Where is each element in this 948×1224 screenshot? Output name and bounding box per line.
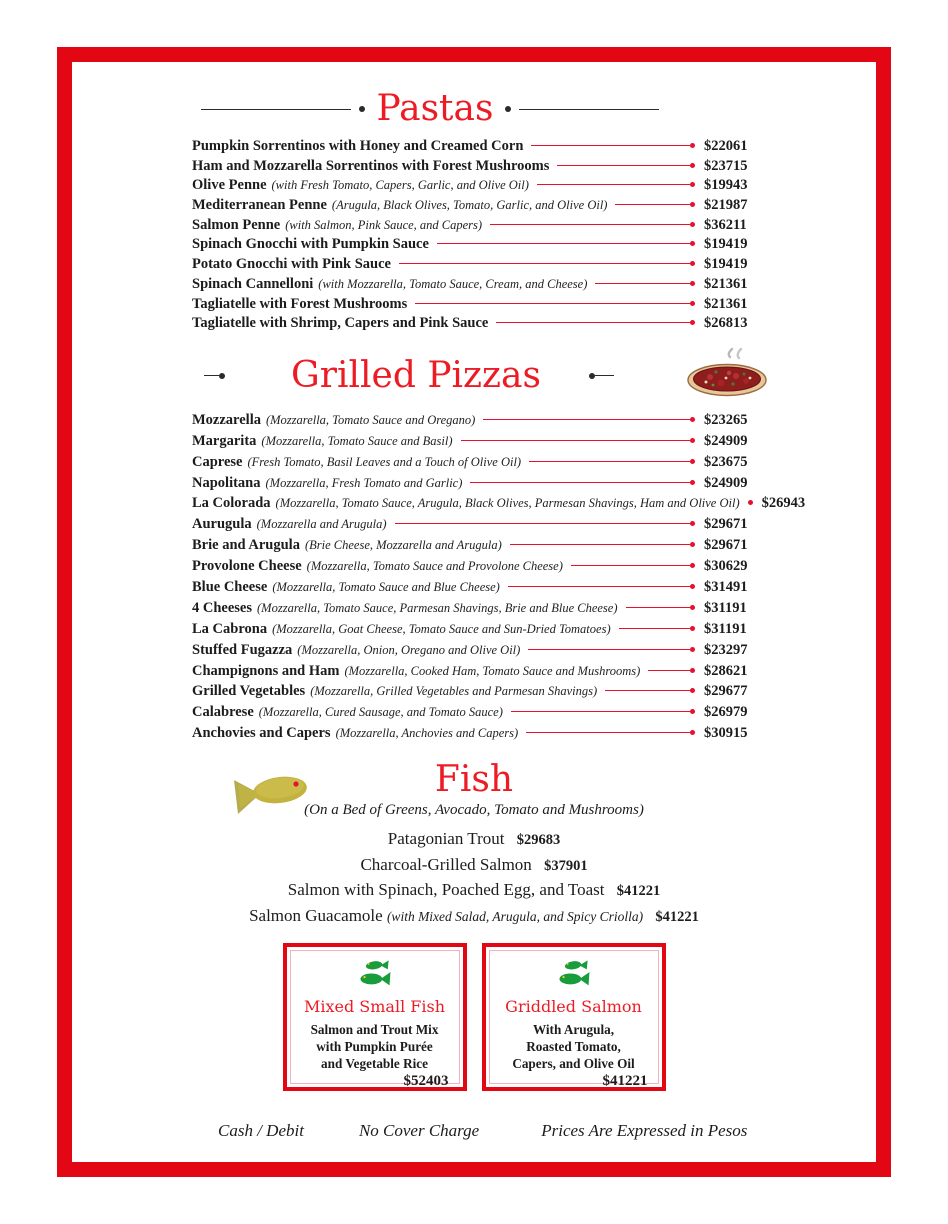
leader-line <box>557 163 695 168</box>
item-name: Tagliatelle with Forest Mushrooms <box>192 295 408 312</box>
item-price: $19943 <box>704 177 748 194</box>
leader-line <box>437 241 695 246</box>
menu-item-row <box>192 495 806 516</box>
box-line: and Vegetable Rice <box>321 1056 428 1072</box>
item-price: $24909 <box>704 474 748 491</box>
box-price: $52403 <box>403 1072 449 1089</box>
item-name: La Cabrona <box>192 620 268 637</box>
item-price: $31191 <box>704 599 747 616</box>
item-description: (Mozzarella, Cooked Ham, Tomato Sauce and Mushrooms) <box>344 663 641 678</box>
box-title: Griddled Salmon <box>505 997 642 1017</box>
special-boxes <box>192 943 756 1091</box>
section-fish <box>192 759 756 929</box>
item-description: (Mozzarella, Anchovies and Capers) <box>335 726 519 741</box>
item-price: $23265 <box>704 411 748 428</box>
item-price: $31491 <box>704 579 748 595</box>
menu-item-row <box>192 663 756 684</box>
fish-subtitle: (On a Bed of Greens, Avocado, Tomato and Mushrooms) <box>304 802 644 819</box>
item-name: Salmon with Spinach, Poached Egg, and Toast <box>287 880 605 900</box>
item-name: Spinach Cannelloni <box>192 275 314 292</box>
menu-item-row <box>192 177 756 197</box>
menu-item-row <box>192 621 756 642</box>
menu-item-row <box>192 683 756 704</box>
menu-item-row <box>192 197 756 217</box>
item-description: (Mozzarella, Tomato Sauce, Parmesan Shavings, Brie and Blue Cheese) <box>257 600 618 615</box>
item-name: Mozzarella <box>192 411 261 428</box>
item-name: Champignons and Ham <box>192 662 340 679</box>
box-title: Mixed Small Fish <box>303 997 446 1017</box>
box-line: Capers, and Olive Oil <box>512 1056 635 1072</box>
item-description: (with Salmon, Pink Sauce, and Capers) <box>285 217 483 232</box>
section-header-pizzas <box>204 348 768 404</box>
item-description: (with Mozzarella, Tomato Sauce, Cream, and Cheese) <box>318 276 588 291</box>
menu-border-frame <box>57 47 891 1177</box>
menu-item-row <box>192 256 756 276</box>
menu-item-row <box>192 217 756 237</box>
item-price: $29671 <box>704 537 748 554</box>
menu-item-row <box>192 296 756 316</box>
item-name: Tagliatelle with Shrimp, Capers and Pink Sauce <box>192 315 489 332</box>
box-line: with Pumpkin Purée <box>316 1039 433 1055</box>
menu-item-row <box>192 276 756 296</box>
section-title-pastas: Pastas <box>376 88 494 129</box>
item-name: Spinach Gnocchi with Pumpkin Sauce <box>192 236 429 253</box>
leader-line <box>511 709 695 714</box>
item-name: Provolone Cheese <box>192 558 302 575</box>
item-price: $26943 <box>761 495 806 512</box>
item-description: (Mozzarella, Tomato Sauce and Basil) <box>261 433 453 448</box>
item-description: (Mozzarella, Tomato Sauce, Arugula, Black Olives, Parmesan Shavings, Ham and Olive Oil) <box>275 496 740 511</box>
item-price: $26813 <box>704 315 748 332</box>
menu-item-row <box>192 158 756 178</box>
menu-item-row <box>192 412 756 433</box>
pastas-item-list <box>192 138 756 335</box>
item-price: $29671 <box>704 516 748 533</box>
fish-item-list <box>192 827 756 929</box>
menu-item-row <box>192 579 756 600</box>
item-price: $29683 <box>516 832 561 849</box>
item-name: Patagonian Trout <box>387 829 505 849</box>
section-title-fish: Fish <box>434 759 514 801</box>
menu-item-row <box>192 642 756 663</box>
item-description: (Arugula, Black Olives, Tomato, Garlic, and Olive Oil) <box>331 198 608 213</box>
item-name: Calabrese <box>192 704 254 721</box>
item-name: Anchovies and Capers <box>192 725 331 742</box>
item-name: Charcoal-Grilled Salmon <box>360 854 532 874</box>
item-price: $19419 <box>704 236 748 253</box>
item-description: (Mozzarella, Tomato Sauce and Provolone Cheese) <box>306 559 563 574</box>
item-price: $30629 <box>704 558 748 575</box>
item-price: $21361 <box>704 275 748 292</box>
menu-item-row <box>192 236 756 256</box>
item-description: (Mozzarella, Grilled Vegetables and Parmesan Shavings) <box>310 684 598 699</box>
section-header-pastas <box>148 88 712 130</box>
item-description: (with Mixed Salad, Arugula, and Spicy Criolla) <box>386 908 644 924</box>
item-price: $41221 <box>616 883 661 900</box>
leader-line <box>571 563 695 568</box>
item-name: 4 Cheeses <box>192 599 253 616</box>
divider-rule <box>595 375 614 376</box>
leader-line <box>510 542 695 547</box>
item-name: Blue Cheese <box>192 579 268 595</box>
item-name: Mediterranean Penne <box>192 197 327 214</box>
leader-line <box>395 521 696 526</box>
menu-item-row <box>192 516 756 537</box>
footer-currency-note: Prices Are Expressed in Pesos <box>541 1121 748 1141</box>
item-description: (Mozzarella, Goat Cheese, Tomato Sauce and Sun-Dried Tomatoes) <box>272 621 611 636</box>
item-name: Potato Gnocchi with Pink Sauce <box>192 256 391 273</box>
item-name: Caprese <box>192 453 243 470</box>
item-price: $31191 <box>704 620 747 637</box>
pizzas-item-list <box>192 411 806 746</box>
divider-rule <box>519 109 659 110</box>
item-description: (Mozzarella, Onion, Oregano and Olive Oil) <box>297 642 521 657</box>
menu-item-row <box>192 433 756 454</box>
green-fish-pair-icon <box>355 958 395 994</box>
menu-item-row <box>192 600 756 621</box>
divider-dot <box>505 106 511 112</box>
divider-rule <box>204 375 219 376</box>
item-price: $21361 <box>704 295 748 312</box>
menu-item-row <box>192 475 756 496</box>
item-name: Salmon Guacamole <box>249 905 383 925</box>
item-price: $23675 <box>704 453 748 470</box>
pizza-icon <box>686 347 768 404</box>
menu-item-row <box>192 315 756 335</box>
section-title-pizzas: Grilled Pizzas <box>291 354 541 396</box>
footer-no-cover-charge: No Cover Charge <box>358 1121 480 1141</box>
item-price: $23715 <box>704 157 748 174</box>
fish-item-row <box>192 904 756 930</box>
item-description: (Fresh Tomato, Basil Leaves and a Touch of Olive Oil) <box>247 454 522 469</box>
box-line: Salmon and Trout Mix <box>310 1022 439 1038</box>
menu-item-row <box>192 558 756 579</box>
leader-line <box>399 261 695 266</box>
item-price: $23297 <box>704 641 748 658</box>
leader-line <box>626 605 695 610</box>
menu-item-row <box>192 537 756 558</box>
item-name: Brie and Arugula <box>192 537 300 554</box>
green-fish-pair-icon <box>554 958 594 994</box>
item-name: Aurugula <box>192 516 252 533</box>
item-description: (with Fresh Tomato, Capers, Garlic, and Olive Oil) <box>271 178 529 193</box>
item-name: Margarita <box>192 432 257 449</box>
item-price: $36211 <box>704 216 747 233</box>
leader-line <box>415 301 695 306</box>
leader-line <box>483 417 695 422</box>
item-name: Grilled Vegetables <box>192 683 306 700</box>
item-description: (Mozzarella, Tomato Sauce and Blue Cheese) <box>272 580 500 594</box>
leader-line <box>490 222 695 227</box>
item-description: (Brie Cheese, Mozzarella and Arugula) <box>304 538 502 553</box>
fish-item-row <box>192 853 756 879</box>
footer <box>192 1121 756 1141</box>
item-name: Olive Penne <box>192 177 267 194</box>
divider-dot <box>219 373 225 379</box>
item-price: $26979 <box>704 704 748 721</box>
leader-line <box>648 668 695 673</box>
divider-rule <box>201 109 351 110</box>
item-name: Pumpkin Sorrentinos with Honey and Creamed Corn <box>192 138 524 154</box>
leader-line <box>528 647 695 652</box>
item-name: La Colorada <box>192 495 271 512</box>
leader-line <box>461 438 695 443</box>
item-name: Salmon Penne <box>192 216 281 233</box>
item-price: $30915 <box>704 725 748 742</box>
item-price: $24909 <box>704 432 748 449</box>
special-box-griddled-salmon <box>482 943 666 1091</box>
item-description: (Mozzarella, Tomato Sauce and Oregano) <box>265 412 476 427</box>
item-price: $21987 <box>704 197 748 214</box>
box-price: $41221 <box>602 1072 648 1089</box>
item-price: $22061 <box>704 138 748 154</box>
leader-line <box>508 584 695 589</box>
leader-line <box>748 500 753 505</box>
divider-dot <box>359 106 365 112</box>
leader-line <box>496 320 695 325</box>
item-price: $28621 <box>704 662 748 679</box>
item-description: (Mozzarella, Cured Sausage, and Tomato Sauce) <box>258 705 503 720</box>
menu-content <box>192 62 806 1141</box>
leader-line <box>619 626 695 631</box>
item-price: $37901 <box>544 857 588 874</box>
leader-line <box>595 281 695 286</box>
item-name: Stuffed Fugazza <box>192 641 293 658</box>
footer-payment-methods: Cash / Debit <box>218 1121 304 1141</box>
item-description: (Mozzarella and Arugula) <box>256 517 387 532</box>
item-price: $41221 <box>655 908 699 925</box>
special-box-mixed-small-fish <box>283 943 467 1091</box>
box-line: With Arugula, <box>532 1022 615 1038</box>
leader-line <box>526 730 695 735</box>
fish-icon <box>230 768 310 827</box>
item-name: Ham and Mozzarella Sorrentinos with Forest Mushrooms <box>192 157 550 174</box>
steam-icon <box>729 349 732 357</box>
item-description: (Mozzarella, Fresh Tomato and Garlic) <box>265 475 463 490</box>
leader-line <box>470 480 695 485</box>
menu-item-row <box>192 454 756 475</box>
item-price: $19419 <box>704 256 748 273</box>
fish-item-row <box>192 878 756 904</box>
item-name: Napolitana <box>192 474 261 491</box>
leader-line <box>615 202 695 207</box>
leader-line <box>605 688 695 693</box>
leader-line <box>537 182 695 187</box>
leader-line <box>531 143 695 148</box>
menu-item-row <box>192 138 756 158</box>
menu-item-row <box>192 704 756 725</box>
fish-item-row <box>192 827 756 853</box>
item-price: $29677 <box>704 683 748 700</box>
box-line: Roasted Tomato, <box>526 1039 621 1055</box>
leader-line <box>529 459 695 464</box>
menu-item-row <box>192 725 756 746</box>
